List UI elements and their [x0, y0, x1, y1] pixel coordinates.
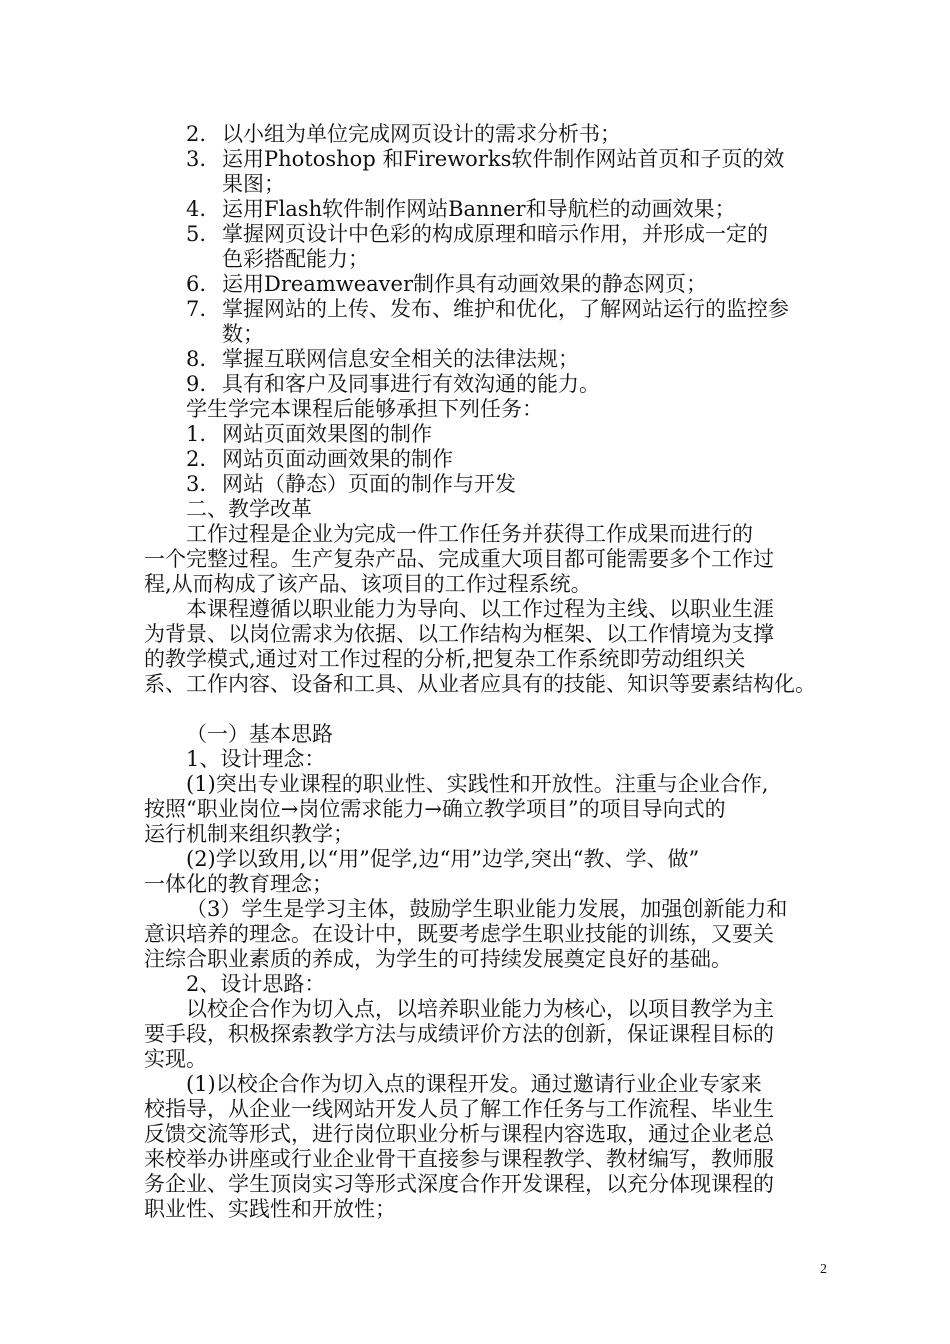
list-item: 6. 运用Dreamweaver制作具有动画效果的静态网页； — [186, 272, 707, 296]
paragraph-line: 来校举办讲座或行业企业骨干直接参与课程教学、教材编写，教师服 — [144, 1147, 774, 1171]
list-item: 2. 以小组为单位完成网页设计的需求分析书； — [186, 122, 621, 146]
paragraph-line: 意识培养的理念。在设计中，既要考虑学生职业技能的训练，又要关 — [144, 922, 774, 946]
design-idea-title: 2、设计思路： — [186, 972, 326, 996]
paragraph-line: 一个完整过程。生产复杂产品、完成重大项目都可能需要多个工作过 — [144, 547, 774, 571]
list-item: 5. 掌握网页设计中色彩的构成原理和暗示作用，并形成一定的 — [186, 222, 768, 246]
paragraph-line: (1)突出专业课程的职业性、实践性和开放性。注重与企业合作, — [186, 772, 769, 796]
list-item: 8. 掌握互联网信息安全相关的法律法规； — [186, 347, 579, 371]
paragraph-line: 注综合职业素质的养成，为学生的可持续发展奠定良好的基础。 — [144, 947, 732, 971]
paragraph-line: 工作过程是企业为完成一件工作任务并获得工作成果而进行的 — [186, 522, 753, 546]
paragraph-line: 按照“职业岗位→岗位需求能力→确立教学项目”的项目导向式的 — [144, 797, 726, 821]
paragraph-line: 一体化的教育理念； — [144, 872, 333, 896]
list-item: 7. 掌握网站的上传、发布、维护和优化，了解网站运行的监控参 — [186, 297, 789, 321]
paragraph-line: （3）学生是学习主体，鼓励学生职业能力发展，加强创新能力和 — [186, 897, 788, 921]
list-item-continuation: 果图； — [222, 172, 285, 196]
section-heading: 二、教学改革 — [186, 497, 312, 521]
page-number: 2 — [820, 1262, 827, 1277]
list-item: 2. 网站页面动画效果的制作 — [186, 447, 453, 471]
paragraph-line: 校指导，从企业一线网站开发人员了解工作任务与工作流程、毕业生 — [144, 1097, 774, 1121]
paragraph-line: 运行机制来组织教学； — [144, 822, 354, 846]
list-item: 3. 网站（静态）页面的制作与开发 — [186, 472, 516, 496]
paragraph-line: 务企业、学生顶岗实习等形式深度合作开发课程，以充分体现课程的 — [144, 1172, 774, 1196]
sub-heading: （一）基本思路 — [186, 722, 333, 746]
design-concept-title: 1、设计理念： — [186, 747, 326, 771]
paragraph-line: 要手段，积极探索教学方法与成绩评价方法的创新，保证课程目标的 — [144, 1022, 774, 1046]
paragraph-line: 以校企合作为切入点，以培养职业能力为核心，以项目教学为主 — [186, 997, 774, 1021]
paragraph-line: (1)以校企合作为切入点的课程开发。通过邀请行业企业专家来 — [186, 1072, 762, 1096]
paragraph-line: 的教学模式,通过对工作过程的分析,把复杂工作系统即劳动组织关 — [144, 647, 746, 671]
tasks-intro: 学生学完本课程后能够承担下列任务： — [186, 397, 543, 421]
paragraph-line: 为背景、以岗位需求为依据、以工作结构为框架、以工作情境为支撑 — [144, 622, 774, 646]
paragraph-line: 本课程遵循以职业能力为导向、以工作过程为主线、以职业生涯 — [186, 597, 774, 621]
list-item: 3. 运用Photoshop 和Fireworks软件制作网站首页和子页的效 — [186, 147, 785, 171]
list-item: 9. 具有和客户及同事进行有效沟通的能力。 — [186, 372, 600, 396]
paragraph-line: 反馈交流等形式，进行岗位职业分析与课程内容选取，通过企业老总 — [144, 1122, 774, 1146]
list-item: 1. 网站页面效果图的制作 — [186, 422, 432, 446]
list-item: 4. 运用Flash软件制作网站Banner和导航栏的动画效果； — [186, 197, 736, 221]
paragraph-line: 系、工作内容、设备和工具、从业者应具有的技能、知识等要素结构化。 — [144, 672, 816, 696]
list-item-continuation: 数； — [222, 322, 264, 346]
paragraph-line: (2)学以致用,以“用”促学,边“用”边学,突出“教、学、做” — [186, 847, 700, 871]
paragraph-line: 职业性、实践性和开放性； — [144, 1197, 396, 1221]
paragraph-line: 程,从而构成了该产品、该项目的工作过程系统。 — [144, 572, 592, 596]
paragraph-line: 实现。 — [144, 1047, 207, 1071]
list-item-continuation: 色彩搭配能力； — [222, 247, 369, 271]
